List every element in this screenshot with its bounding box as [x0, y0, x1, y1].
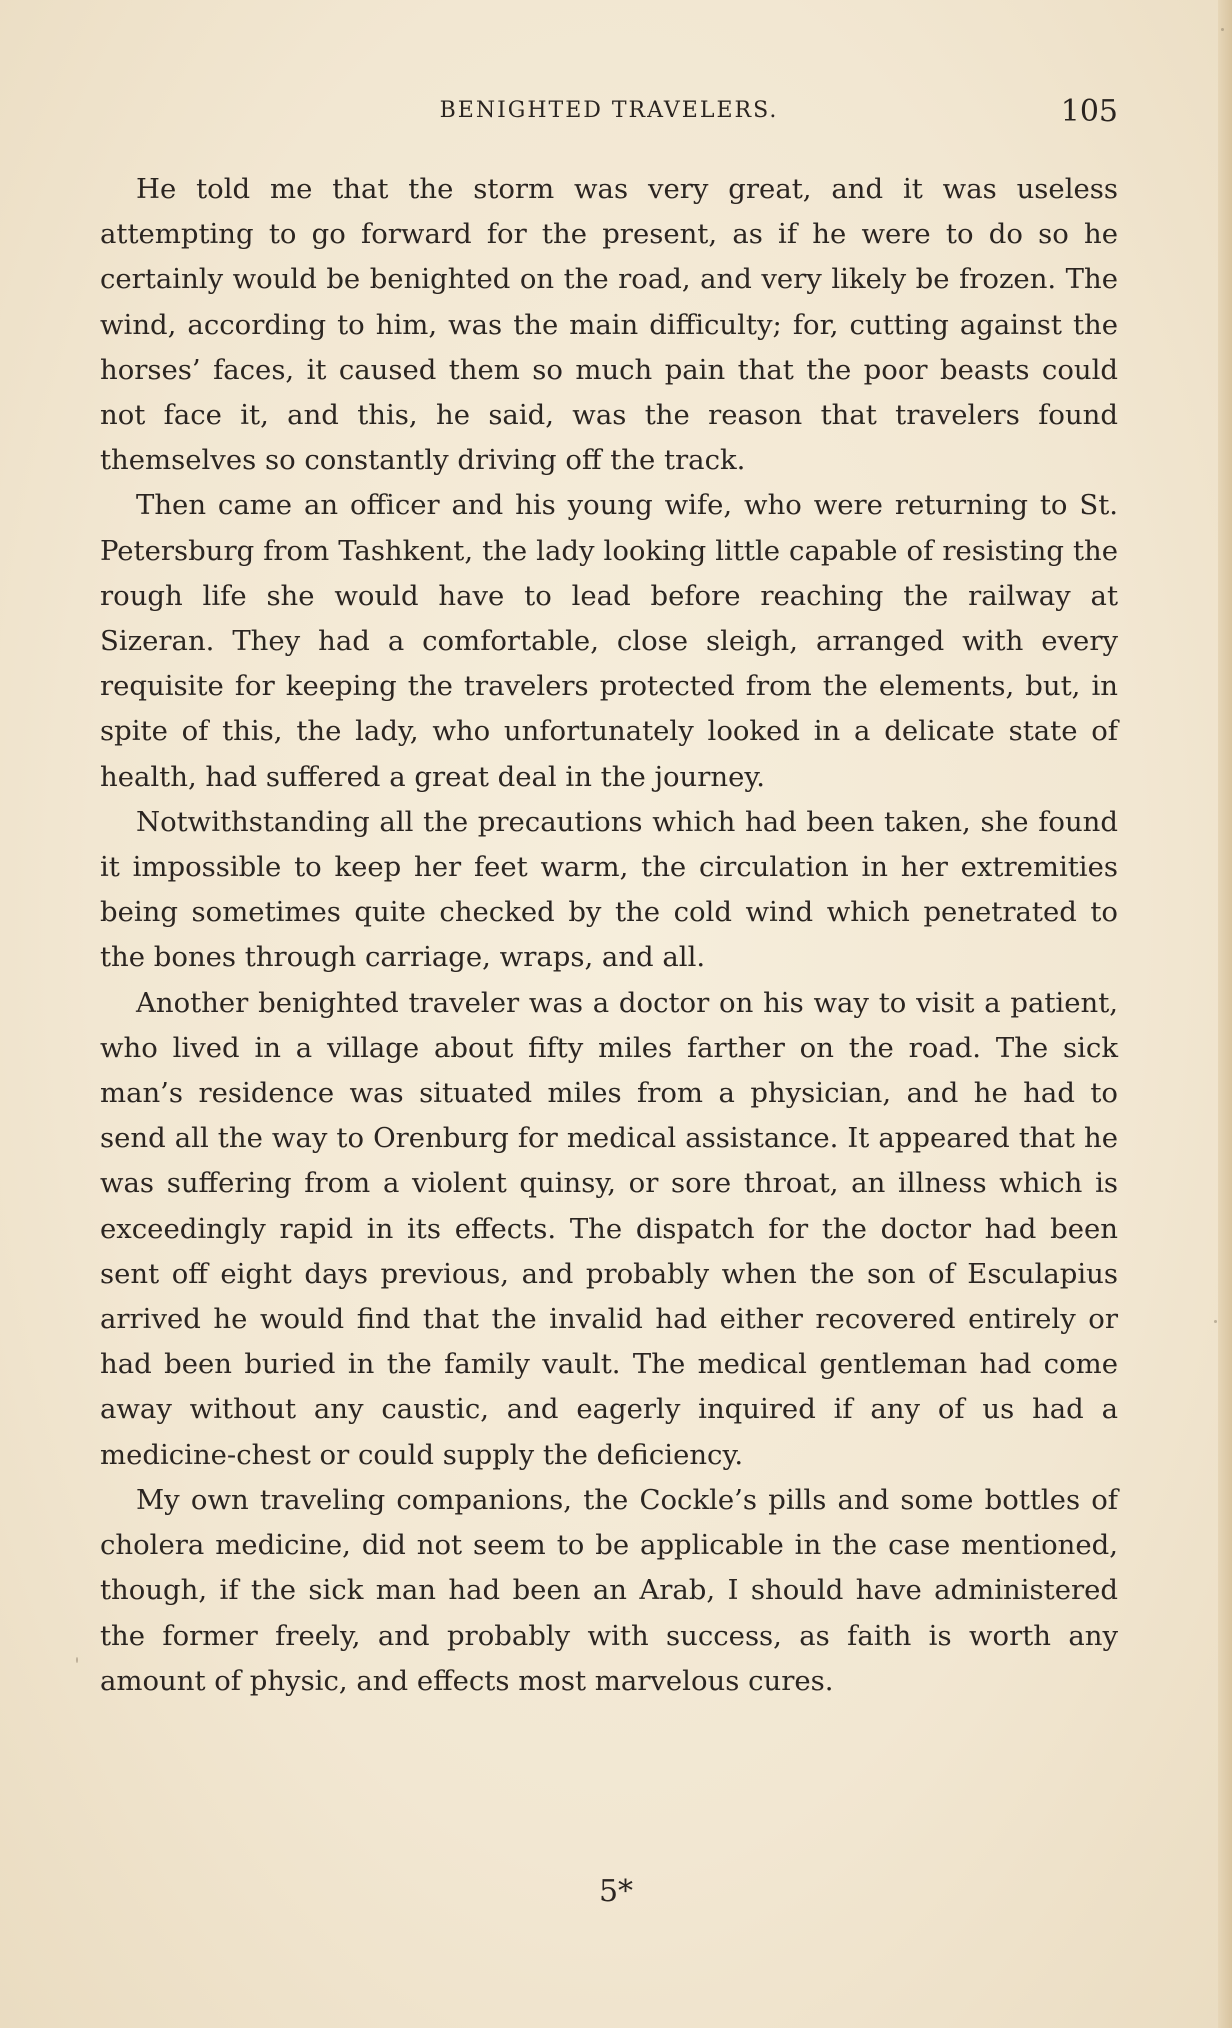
paper-speck	[76, 1657, 78, 1663]
paragraph-companions: My own traveling companions, the Cockle’s pills and some bottles of cholera medicine, did not seem to be applicable in the case mentioned, though, if the sick man had been an Arab, I should have administered the former freely, and probably with success, as faith is worth any amount of physic, and effects most marvelous cures.	[100, 1483, 1118, 1697]
paper-speck	[1214, 1320, 1217, 1323]
signature-mark: 5*	[598, 1874, 634, 1909]
paragraph-doctor: Another benighted traveler was a doctor on his way to visit a patient, who lived in a village about fifty miles farther on the road. The sick man’s residence was situated miles from a physician, and he had to send all the way to Orenburg for medical assistance. It appeared that he was suffering from a violent quinsy, or sore throat, an illness which is exceedingly rapid in its effects. The dispatch for the doctor had been sent off eight days previous, and probably when the son of Esculapius arrived he would find that the invalid had either recovered entirely or had been buried in the family vault. The medical gentleman had come away without any caustic, and eagerly inquired if any of us had a medicine-chest or could supply the deficiency.	[100, 986, 1118, 1471]
paragraph-storm: He told me that the storm was very great, and it was useless attempting to go forward for the present, as if he were to do so he certainly would be benighted on the road, and very likely be frozen. The wind, according to him, was the main difficulty; for, cutting against the horses’ faces, it caused them so much pain that the poor beasts could not face it, and this, he said, was the reason that travelers found themselves so constantly driving off the track.	[100, 173, 1118, 477]
body-text	[100, 167, 1118, 1704]
paragraph-precautions: Notwithstanding all the precautions which had been taken, she found it impossible to keep her feet warm, the circulation in her extremities being sometimes quite checked by the cold wind which penetrated to the bones through carriage, wraps, and all.	[100, 805, 1118, 974]
page-edge-shadow	[1218, 0, 1232, 2028]
page-number: 105	[1060, 94, 1118, 129]
paragraph-officer: Then came an officer and his young wife, who were returning to St. Petersburg from Tashkent, the lady looking little capable of resisting the rough life she would have to lead before reaching the railway at Sizeran. They had a comfortable, close sleigh, arranged with every requisite for keeping the travelers protected from the elements, but, in spite of this, the lady, who unfortunately looked in a delicate state of health, had suffered a great deal in the journey.	[100, 489, 1118, 793]
paper-speck	[1221, 28, 1224, 31]
running-head	[100, 94, 1118, 134]
running-title: BENIGHTED TRAVELERS.	[439, 98, 779, 123]
